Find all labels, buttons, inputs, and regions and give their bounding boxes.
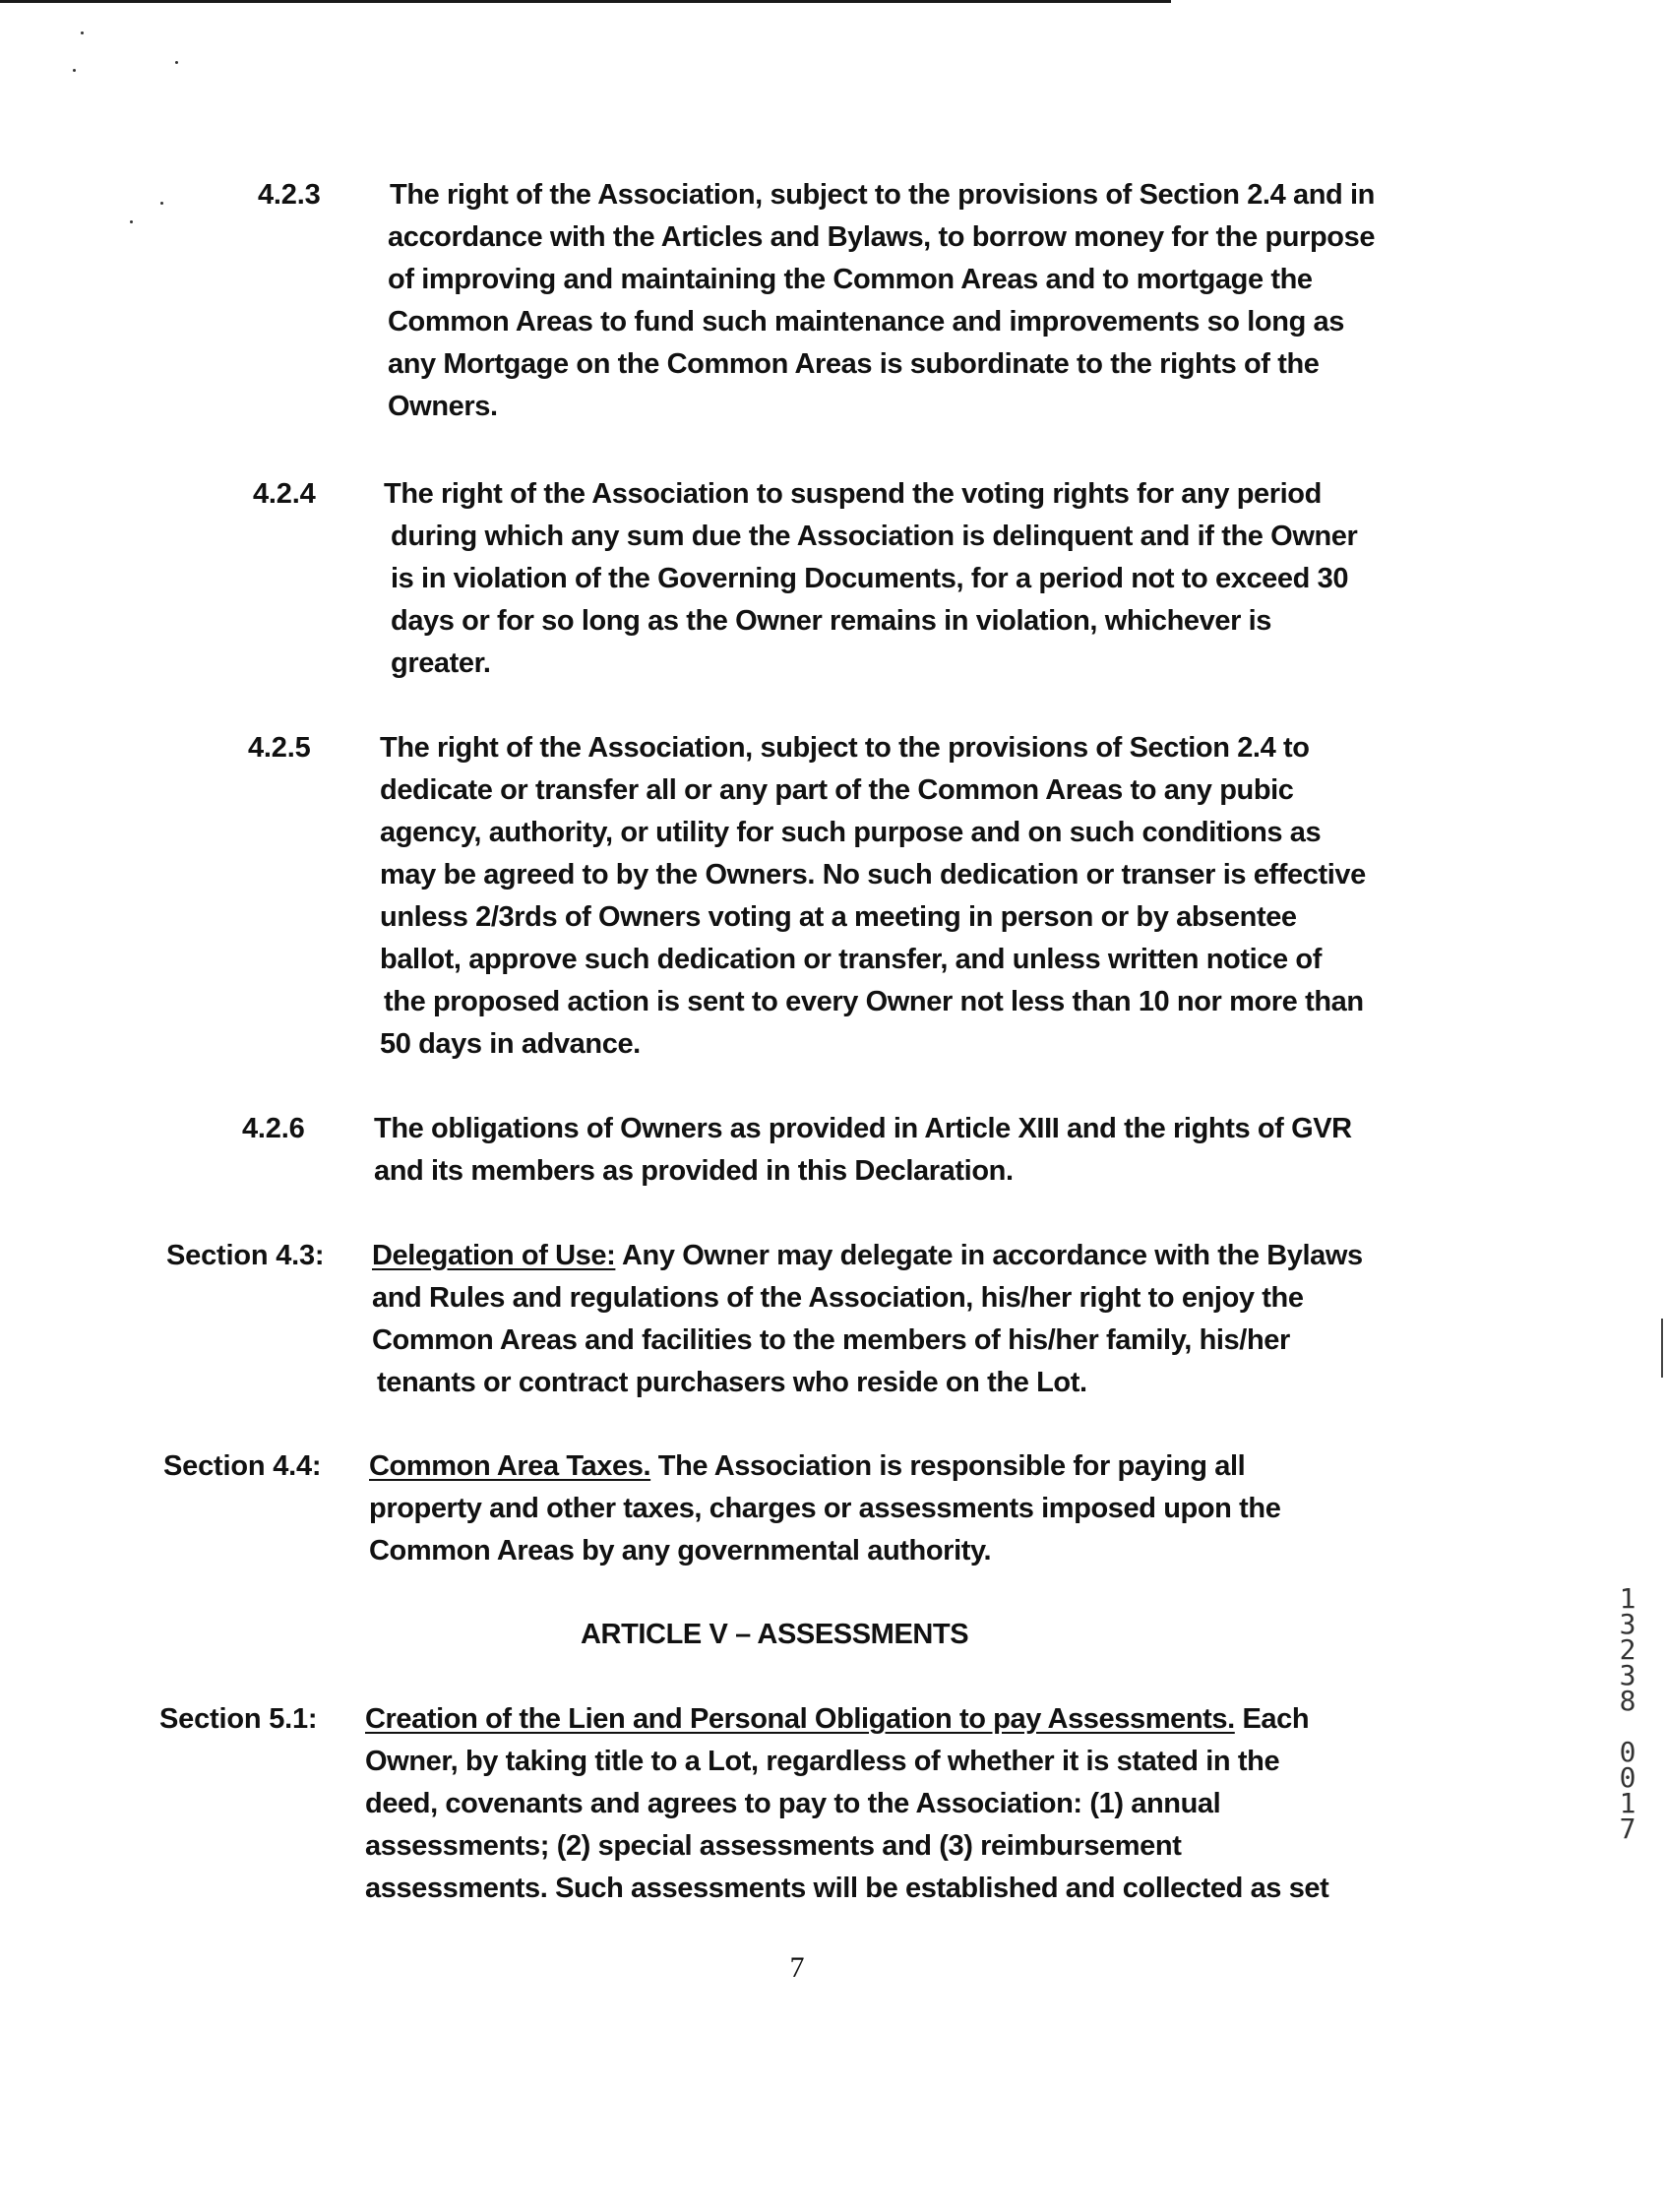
recording-number-stamp: 1 3 2 3 8 0 0 1 7	[1619, 1582, 1636, 1845]
paragraph-line: may be agreed to by the Owners. No such dedication or transer is effective	[380, 859, 1366, 891]
paragraph-line: Owner, by taking title to a Lot, regardless of whether it is stated in the	[365, 1746, 1280, 1777]
section-title: Common Area Taxes.	[369, 1450, 651, 1482]
paragraph-line: is in violation of the Governing Documents, for a period not to exceed 30	[391, 563, 1349, 594]
paragraph-text: Each	[1234, 1703, 1310, 1735]
section-title: Delegation of Use:	[372, 1240, 616, 1271]
paragraph-line: deed, covenants and agrees to pay to the Association: (1) annual	[365, 1788, 1221, 1819]
section-number: Section 4.3:	[166, 1240, 325, 1271]
paragraph-text: Any Owner may delegate in accordance with the Bylaws	[615, 1240, 1363, 1271]
scan-speck	[81, 31, 84, 34]
paragraph-line	[369, 1446, 1245, 1486]
paragraph-line: Owners.	[388, 391, 498, 422]
paragraph-line: The right of the Association to suspend the voting rights for any period	[384, 478, 1322, 510]
paragraph-line: tenants or contract purchasers who reside on the Lot.	[377, 1367, 1087, 1398]
paragraph-line: the proposed action is sent to every Owner not less than 10 nor more than	[384, 986, 1364, 1017]
paragraph-line: 50 days in advance.	[380, 1028, 641, 1060]
subsection-number: 4.2.6	[242, 1113, 305, 1144]
paragraph-line: agency, authority, or utility for such purpose and on such conditions as	[380, 817, 1322, 848]
paragraph-line: and its members as provided in this Declaration.	[374, 1155, 1014, 1187]
paragraph-line: The right of the Association, subject to the provisions of Section 2.4 and in	[390, 179, 1375, 211]
scan-speck	[175, 61, 178, 64]
page-number: 7	[789, 1951, 805, 1984]
paragraph-line: dedicate or transfer all or any part of the Common Areas to any pubic	[380, 774, 1294, 806]
paragraph-line: any Mortgage on the Common Areas is subordinate to the rights of the	[388, 348, 1320, 380]
paragraph-line: property and other taxes, charges or assessments imposed upon the	[369, 1493, 1281, 1524]
article-heading: ARTICLE V – ASSESSMENTS	[581, 1619, 969, 1650]
scan-speck	[73, 69, 76, 72]
paragraph-line: of improving and maintaining the Common Areas and to mortgage the	[388, 264, 1313, 295]
paragraph-text: The Association is responsible for paying all	[650, 1450, 1246, 1482]
scan-speck	[130, 220, 133, 223]
paragraph-line: accordance with the Articles and Bylaws, to borrow money for the purpose	[388, 221, 1376, 253]
paragraph-line: and Rules and regulations of the Association, his/her right to enjoy the	[372, 1282, 1304, 1314]
scan-speck	[160, 202, 163, 205]
paragraph-line: ballot, approve such dedication or transfer, and unless written notice of	[380, 944, 1322, 975]
paragraph-line: days or for so long as the Owner remains in violation, whichever is	[391, 605, 1271, 637]
section-number: Section 4.4:	[163, 1450, 322, 1482]
top-border-line	[0, 0, 1171, 3]
paragraph-line: unless 2/3rds of Owners voting at a meeting in person or by absentee	[380, 901, 1297, 933]
paragraph-line	[365, 1699, 1309, 1739]
subsection-number: 4.2.4	[253, 478, 316, 510]
paragraph-line: assessments. Such assessments will be established and collected as set	[365, 1873, 1329, 1904]
paragraph-line	[372, 1236, 1363, 1275]
paragraph-line: The right of the Association, subject to the provisions of Section 2.4 to	[380, 732, 1310, 764]
subsection-number: 4.2.5	[248, 732, 311, 764]
paragraph-line: Common Areas and facilities to the members of his/her family, his/her	[372, 1324, 1290, 1356]
section-number: Section 5.1:	[159, 1703, 318, 1735]
scan-edge-mark	[1661, 1319, 1663, 1378]
paragraph-line: The obligations of Owners as provided in Article XIII and the rights of GVR	[374, 1113, 1352, 1144]
subsection-number: 4.2.3	[258, 179, 321, 211]
section-title: Creation of the Lien and Personal Obligation to pay Assessments.	[365, 1703, 1235, 1735]
paragraph-line: Common Areas by any governmental authority.	[369, 1535, 992, 1567]
paragraph-line: Common Areas to fund such maintenance and improvements so long as	[388, 306, 1344, 338]
paragraph-line: assessments; (2) special assessments and (3) reimbursement	[365, 1830, 1182, 1862]
paragraph-line: during which any sum due the Association is delinquent and if the Owner	[391, 521, 1358, 552]
paragraph-line: greater.	[391, 647, 491, 679]
